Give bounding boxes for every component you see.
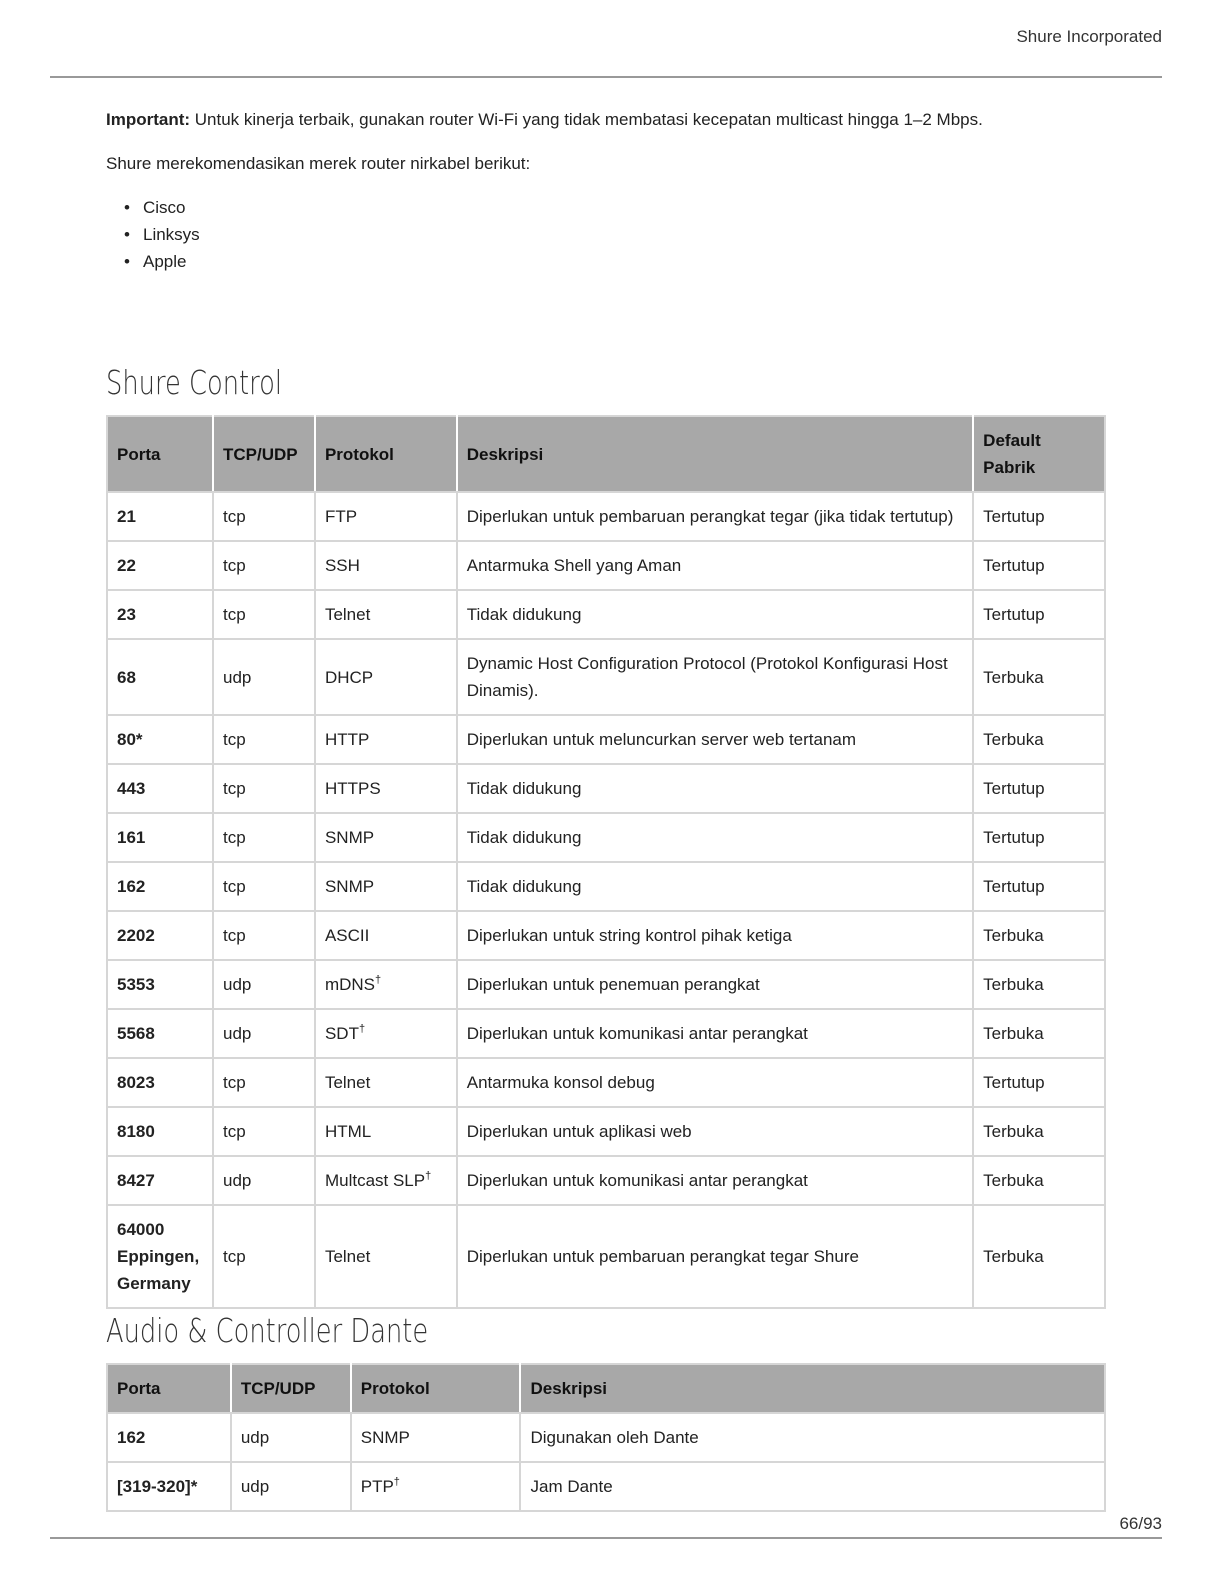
cell-proto: tcp — [213, 911, 315, 960]
section-title-shure-control: Shure Control — [106, 363, 283, 402]
cell-protocol — [315, 639, 457, 715]
cell-protocol — [315, 492, 457, 541]
table-row — [107, 764, 1105, 813]
cell-port: 162 — [107, 1413, 231, 1462]
cell-protocol — [351, 1462, 521, 1511]
cell-default: Tertutup — [973, 590, 1105, 639]
cell-desc: Tidak didukung — [457, 813, 973, 862]
dante-table — [106, 1363, 1106, 1512]
protocol-name: SDT — [324, 1024, 359, 1043]
table-header-row — [107, 416, 1105, 492]
footnote-dagger: † — [393, 1476, 400, 1488]
column-header: TCP/UDP — [213, 416, 315, 492]
cell-desc: Jam Dante — [520, 1462, 1105, 1511]
cell-port: 80* — [107, 715, 213, 764]
cell-port: 21 — [107, 492, 213, 541]
cell-proto: udp — [213, 960, 315, 1009]
cell-default: Terbuka — [973, 960, 1105, 1009]
column-header: Protokol — [315, 416, 457, 492]
cell-proto: tcp — [213, 590, 315, 639]
cell-protocol — [315, 813, 457, 862]
company-name: Shure Incorporated — [1016, 27, 1162, 46]
table-row — [107, 960, 1105, 1009]
cell-port: [319-320]* — [107, 1462, 231, 1511]
cell-default: Terbuka — [973, 1205, 1105, 1308]
cell-port: 161 — [107, 813, 213, 862]
cell-port: 68 — [107, 639, 213, 715]
cell-protocol — [315, 1156, 457, 1205]
table-header-row — [107, 1364, 1105, 1413]
protocol-name: ASCII — [324, 926, 370, 945]
footnote-dagger: † — [358, 1023, 366, 1035]
cell-proto: tcp — [213, 1205, 315, 1308]
list-item: • Apple — [143, 248, 1106, 275]
cell-protocol — [315, 764, 457, 813]
cell-port: 8023 — [107, 1058, 213, 1107]
router-brand-list — [106, 194, 1106, 275]
cell-proto: tcp — [213, 1107, 315, 1156]
table-row — [107, 813, 1105, 862]
cell-proto: tcp — [213, 1058, 315, 1107]
cell-proto: udp — [213, 639, 315, 715]
important-label: Important: — [106, 110, 191, 129]
table-row — [107, 715, 1105, 764]
protocol-name: PTP — [360, 1477, 394, 1496]
protocol-name: SSH — [324, 556, 360, 575]
cell-desc: Dynamic Host Configuration Protocol (Protokol Konfigurasi Host Dinamis). — [457, 639, 973, 715]
protocol-name: mDNS — [324, 975, 376, 994]
page-content — [106, 106, 1106, 1496]
protocol-name: Telnet — [324, 1247, 371, 1266]
cell-default: Terbuka — [973, 911, 1105, 960]
cell-proto: udp — [213, 1009, 315, 1058]
cell-protocol — [315, 911, 457, 960]
cell-desc: Tidak didukung — [457, 590, 973, 639]
cell-desc: Diperlukan untuk komunikasi antar perangkat — [457, 1009, 973, 1058]
footnote-dagger: † — [375, 974, 382, 986]
cell-proto: tcp — [213, 715, 315, 764]
cell-desc: Diperlukan untuk komunikasi antar perangkat — [457, 1156, 973, 1205]
cell-desc: Diperlukan untuk string kontrol pihak ketiga — [457, 911, 973, 960]
list-item: • Cisco — [143, 194, 1106, 221]
table-row — [107, 639, 1105, 715]
cell-protocol — [315, 715, 457, 764]
cell-protocol — [315, 541, 457, 590]
section-title-dante: Audio & Controller Dante — [106, 1311, 429, 1350]
cell-port: 443 — [107, 764, 213, 813]
protocol-name: SNMP — [324, 877, 375, 896]
column-header: TCP/UDP — [231, 1364, 351, 1413]
footer-divider — [50, 1537, 1162, 1539]
cell-desc: Diperlukan untuk penemuan perangkat — [457, 960, 973, 1009]
cell-protocol — [315, 1107, 457, 1156]
cell-desc: Diperlukan untuk pembaruan perangkat tegar (jika tidak tertutup) — [457, 492, 973, 541]
table-row — [107, 862, 1105, 911]
protocol-name: SNMP — [324, 828, 375, 847]
table-row — [107, 1462, 1105, 1511]
cell-proto: tcp — [213, 813, 315, 862]
table-row — [107, 1156, 1105, 1205]
protocol-name: Telnet — [324, 605, 371, 624]
header-divider — [50, 76, 1162, 78]
cell-proto: udp — [231, 1462, 351, 1511]
table-row — [107, 1107, 1105, 1156]
list-item: • Linksys — [143, 221, 1106, 248]
cell-proto: tcp — [213, 492, 315, 541]
cell-port: 8427 — [107, 1156, 213, 1205]
cell-protocol — [351, 1413, 521, 1462]
protocol-name: Multcast SLP — [324, 1171, 426, 1190]
protocol-name: DHCP — [324, 667, 374, 687]
cell-default: Terbuka — [973, 715, 1105, 764]
shure-control-table — [106, 415, 1106, 1309]
cell-default: Tertutup — [973, 492, 1105, 541]
cell-proto: udp — [231, 1413, 351, 1462]
cell-proto: tcp — [213, 862, 315, 911]
cell-port: 5353 — [107, 960, 213, 1009]
cell-proto: tcp — [213, 764, 315, 813]
cell-default: Terbuka — [973, 1107, 1105, 1156]
important-note — [106, 106, 1106, 133]
cell-default: Terbuka — [973, 1156, 1105, 1205]
cell-desc: Tidak didukung — [457, 764, 973, 813]
cell-port: 162 — [107, 862, 213, 911]
protocol-name: Telnet — [324, 1073, 371, 1092]
table-row — [107, 1205, 1105, 1308]
column-header: Porta — [107, 416, 213, 492]
cell-default: Tertutup — [973, 541, 1105, 590]
cell-protocol — [315, 1205, 457, 1308]
table-row — [107, 911, 1105, 960]
cell-proto: udp — [213, 1156, 315, 1205]
cell-port: 64000 Eppingen, Germany — [107, 1205, 213, 1308]
cell-default: Terbuka — [973, 1009, 1105, 1058]
cell-default: Terbuka — [973, 639, 1105, 715]
protocol-name: SNMP — [360, 1428, 410, 1447]
cell-protocol — [315, 960, 457, 1009]
cell-desc: Antarmuka Shell yang Aman — [457, 541, 973, 590]
footnote-dagger: † — [425, 1170, 432, 1182]
table-row — [107, 1009, 1105, 1058]
cell-default: Tertutup — [973, 862, 1105, 911]
cell-default: Tertutup — [973, 1058, 1105, 1107]
cell-protocol — [315, 1009, 457, 1058]
cell-protocol — [315, 1058, 457, 1107]
cell-desc: Antarmuka konsol debug — [457, 1058, 973, 1107]
page-number: 66/93 — [1119, 1514, 1162, 1533]
cell-port: 5568 — [107, 1009, 213, 1058]
cell-default: Tertutup — [973, 764, 1105, 813]
cell-protocol — [315, 862, 457, 911]
protocol-name: FTP — [324, 507, 358, 526]
column-header: Default Pabrik — [973, 416, 1105, 492]
table-row — [107, 1413, 1105, 1462]
protocol-name: HTTPS — [324, 779, 381, 798]
cell-port: 23 — [107, 590, 213, 639]
column-header: Deskripsi — [520, 1364, 1105, 1413]
cell-port: 8180 — [107, 1107, 213, 1156]
table-row — [107, 492, 1105, 541]
cell-desc: Diperlukan untuk aplikasi web — [457, 1107, 973, 1156]
column-header: Porta — [107, 1364, 231, 1413]
cell-desc: Diperlukan untuk meluncurkan server web tertanam — [457, 715, 973, 764]
cell-desc: Diperlukan untuk pembaruan perangkat tegar Shure — [457, 1205, 973, 1308]
cell-default: Tertutup — [973, 813, 1105, 862]
cell-protocol — [315, 590, 457, 639]
protocol-name: HTTP — [324, 730, 370, 749]
protocol-name: HTML — [324, 1122, 372, 1141]
router-recommendation: Shure merekomendasikan merek router nirkabel berikut: — [106, 154, 531, 173]
table-row — [107, 590, 1105, 639]
cell-desc: Digunakan oleh Dante — [520, 1413, 1105, 1462]
cell-desc: Tidak didukung — [457, 862, 973, 911]
column-header: Deskripsi — [457, 416, 973, 492]
cell-port: 2202 — [107, 911, 213, 960]
cell-proto: tcp — [213, 541, 315, 590]
table-row — [107, 1058, 1105, 1107]
cell-port: 22 — [107, 541, 213, 590]
column-header: Protokol — [351, 1364, 521, 1413]
table-row — [107, 541, 1105, 590]
important-text: Untuk kinerja terbaik, gunakan router Wi-Fi yang tidak membatasi kecepatan multicast hingga 1–2 Mbps. — [190, 110, 983, 129]
